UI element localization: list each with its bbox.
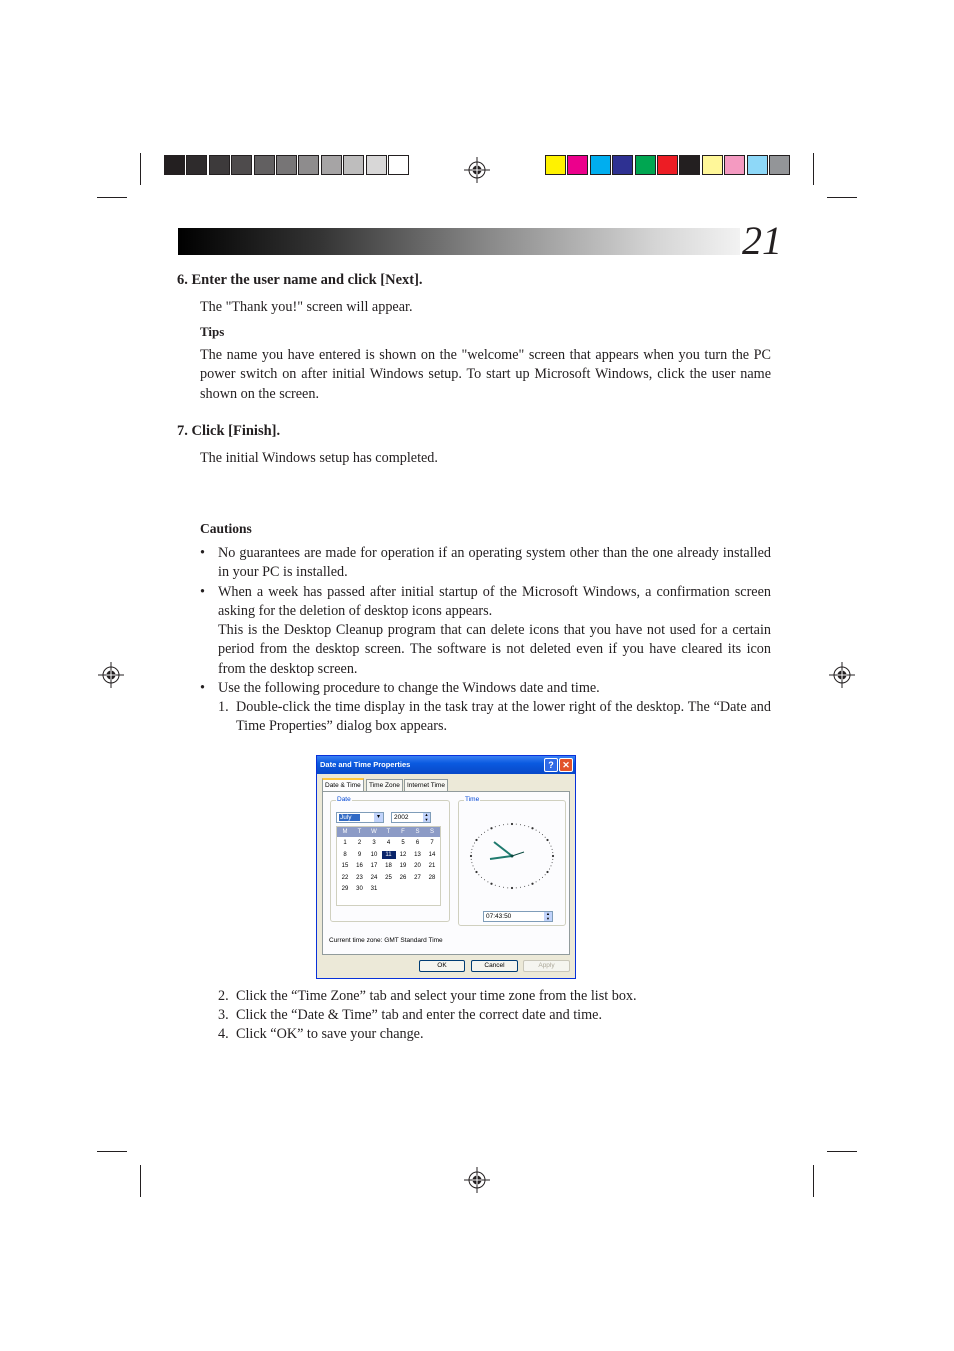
clock-tick — [490, 883, 492, 885]
crop-mark — [97, 197, 127, 198]
clock-tick — [503, 824, 504, 825]
caution-item: • Use the following procedure to change the Windows date and time. — [200, 679, 771, 698]
clock-tick — [474, 869, 475, 870]
clock-tick — [528, 885, 529, 886]
clock-tick — [475, 839, 477, 841]
color-swatch — [567, 155, 588, 175]
calendar-weekday: T — [357, 829, 362, 835]
clock-tick — [471, 859, 472, 860]
procedure-step: 3. Click the “Date & Time” tab and enter the correct date and time. — [218, 1007, 602, 1023]
calendar-day[interactable]: 15 — [341, 863, 349, 869]
color-swatch — [702, 155, 723, 175]
clock-tick — [473, 865, 474, 866]
calendar-weekday: M — [342, 829, 348, 835]
gray-swatch — [186, 155, 207, 175]
clock-tick — [507, 887, 508, 888]
gray-swatch — [298, 155, 319, 175]
clock-tick — [471, 849, 472, 850]
clock-tick — [471, 862, 472, 863]
clock-tick — [542, 834, 543, 835]
clock-tick — [495, 826, 496, 827]
registration-mark-icon — [464, 157, 490, 183]
clock-tick — [478, 837, 479, 838]
clock-tick — [484, 879, 485, 880]
clock-tick — [545, 874, 546, 875]
step-6-heading: 6. Enter the user name and click [Next]. — [177, 272, 423, 288]
calendar-day[interactable]: 24 — [370, 874, 378, 881]
spinner-arrows-icon: ▲ ▼ — [544, 912, 552, 921]
current-time-zone-text: Current time zone: GMT Standard Time — [329, 937, 443, 944]
calendar-day[interactable]: 22 — [341, 874, 349, 881]
clock-tick — [531, 827, 533, 829]
clock-tick — [528, 826, 529, 827]
calendar-day[interactable]: 27 — [414, 874, 421, 881]
clock-tick — [552, 852, 553, 853]
step-6-result: The "Thank you!" screen will appear. — [200, 299, 413, 315]
clock-tick — [520, 824, 521, 825]
calendar-day[interactable]: 23 — [356, 874, 363, 881]
tab-internet-time[interactable]: Internet Time — [404, 779, 448, 791]
registration-mark-icon — [98, 662, 124, 688]
gray-swatch — [164, 155, 185, 175]
calendar-day[interactable]: 20 — [414, 863, 421, 869]
crop-mark — [827, 1151, 857, 1152]
color-swatch — [545, 155, 566, 175]
clock-tick — [546, 871, 548, 873]
procedure-step: 2. Click the “Time Zone” tab and select your time zone from the list box. — [218, 988, 637, 1004]
tips-text: The name you have entered is shown on the "welcome" screen that appears when you turn the PC power switch on after initial Windows setup. To start up Microsoft Windows, click the user name shown on the screen. — [200, 347, 771, 402]
calendar-day[interactable]: 31 — [370, 886, 378, 892]
calendar-day[interactable]: 30 — [356, 886, 363, 892]
bullet-icon: • — [200, 545, 205, 561]
color-swatch — [612, 155, 633, 175]
tab-panel — [322, 791, 570, 955]
header-gradient-bar — [178, 228, 740, 255]
clock-tick — [516, 824, 517, 825]
calendar-day[interactable]: 25 — [385, 874, 392, 881]
close-button[interactable]: ✕ — [559, 758, 573, 772]
clock-tick — [511, 887, 513, 889]
gray-swatch — [231, 155, 252, 175]
calendar-day[interactable]: 16 — [356, 863, 363, 869]
clock-tick — [550, 846, 551, 847]
calendar-day[interactable]: 19 — [399, 863, 407, 869]
year-spinner[interactable]: 2002 ▲ ▼ — [391, 812, 431, 823]
crop-mark — [140, 1165, 141, 1197]
gray-swatch — [254, 155, 275, 175]
step-7-heading: 7. Click [Finish]. — [177, 423, 281, 439]
clock-tick — [481, 877, 482, 878]
date-group-label: Date — [337, 796, 351, 803]
clock-tick — [470, 855, 472, 857]
caution-item: • No guarantees are made for operation if an operating system other than the one already installed in your PC is installed. — [200, 545, 771, 581]
calendar-day[interactable]: 1 — [343, 840, 347, 846]
month-select[interactable]: July ▾ — [336, 812, 384, 823]
tips-label: Tips — [200, 324, 225, 339]
crop-mark — [827, 197, 857, 198]
crop-mark — [97, 1151, 127, 1152]
clock-tick — [474, 842, 475, 843]
time-group-label: Time — [465, 796, 480, 803]
clock-tick — [499, 825, 500, 826]
clock-tick — [520, 887, 521, 888]
clock-tick — [516, 887, 517, 888]
date-group — [330, 796, 450, 922]
clock-tick — [471, 852, 472, 853]
page-number: 21 — [742, 218, 782, 263]
clock-tick — [484, 832, 485, 833]
clock-tick — [539, 879, 540, 880]
calendar-day[interactable]: 2 — [357, 840, 362, 846]
calendar-day[interactable]: 10 — [370, 851, 378, 858]
clock-tick — [546, 839, 548, 841]
clock-tick — [552, 859, 553, 860]
clock-tick — [490, 827, 492, 829]
calendar-day[interactable]: 26 — [399, 874, 407, 881]
clock-tick — [542, 877, 543, 878]
analog-clock-icon — [467, 819, 557, 893]
clock-tick — [524, 825, 525, 826]
help-button[interactable]: ? — [544, 758, 558, 772]
clock-tick — [539, 832, 540, 833]
caution-item: • When a week has passed after initial startup of the Microsoft Windows, a confirmation screen asking for the deletion of desktop icons appears. — [200, 584, 771, 620]
color-swatch — [747, 155, 768, 175]
crop-mark — [813, 1165, 814, 1197]
clock-tick — [549, 869, 550, 870]
clock-tick — [552, 855, 554, 857]
calendar-day[interactable]: 8 — [343, 851, 347, 858]
calendar-weekday: S — [415, 829, 420, 835]
gray-swatch — [276, 155, 297, 175]
calendar-day[interactable]: 21 — [428, 863, 436, 869]
clock-tick — [473, 846, 474, 847]
calendar-day[interactable]: 17 — [370, 863, 378, 869]
calendar-day[interactable]: 9 — [357, 851, 362, 858]
clock-tick — [536, 881, 537, 882]
calendar-day[interactable]: 28 — [428, 874, 436, 881]
procedure-step: 4. Click “OK” to save your change. — [218, 1026, 424, 1042]
step-7-result: The initial Windows setup has completed. — [200, 450, 438, 466]
registration-mark-icon — [829, 662, 855, 688]
clock-tick — [552, 849, 553, 850]
calendar-day[interactable]: 3 — [372, 840, 376, 846]
color-swatch — [769, 155, 790, 175]
chevron-down-icon: ▾ — [374, 813, 383, 822]
caution-continuation: This is the Desktop Cleanup program that can delete icons that you have not used for a certain period from the desktop screen. The software is not deleted even if you have cleared its icon from the desktop screen. — [218, 622, 771, 677]
clock-tick — [524, 886, 525, 887]
clock-tick — [550, 865, 551, 866]
spinner-arrows-icon: ▲ ▼ — [424, 812, 429, 822]
clock-tick — [478, 874, 479, 875]
clock-tick — [531, 883, 533, 885]
clock-tick — [545, 837, 546, 838]
clock-tick — [475, 871, 477, 873]
color-swatch — [679, 155, 700, 175]
tab-time-zone[interactable]: Time Zone — [366, 779, 403, 791]
calendar-day[interactable]: 29 — [341, 886, 349, 892]
gray-swatch — [209, 155, 230, 175]
clock-tick — [499, 886, 500, 887]
calendar-weekday: W — [371, 829, 377, 835]
bullet-icon: • — [200, 584, 205, 600]
calendar-day[interactable]: 6 — [415, 840, 420, 846]
time-group — [458, 796, 566, 926]
clock-tick — [495, 885, 496, 886]
calendar-day[interactable]: 7 — [430, 840, 434, 846]
color-swatch — [635, 155, 656, 175]
color-swatch — [590, 155, 611, 175]
calendar-day[interactable]: 12 — [399, 851, 407, 858]
gray-swatch — [366, 155, 387, 175]
clock-tick — [487, 881, 488, 882]
gray-swatch — [321, 155, 342, 175]
calendar-weekday: S — [429, 829, 434, 835]
dialog-title: Date and Time Properties — [317, 756, 575, 774]
color-swatch — [657, 155, 678, 175]
calendar-weekday: T — [386, 829, 391, 835]
clock-tick — [552, 862, 553, 863]
calendar-day[interactable]: 14 — [428, 851, 436, 858]
cautions-label: Cautions — [200, 521, 252, 536]
clock-tick — [503, 887, 504, 888]
gray-swatch — [388, 155, 409, 175]
procedure-step: 1. Double-click the time display in the task tray at the lower right of the desktop. The “Date and Time Properties” dialog box appears. — [218, 699, 771, 735]
color-swatch — [724, 155, 745, 175]
calendar-day[interactable]: 5 — [401, 840, 405, 846]
clock-tick — [487, 830, 488, 831]
gray-swatch — [343, 155, 364, 175]
calendar-day[interactable]: 4 — [386, 840, 391, 846]
clock-tick — [481, 834, 482, 835]
apply-button[interactable]: Apply — [523, 960, 570, 972]
clock-tick — [507, 824, 508, 825]
crop-mark — [813, 153, 814, 185]
calendar-day[interactable]: 18 — [385, 863, 392, 869]
registration-mark-icon — [464, 1167, 490, 1193]
time-spinner[interactable]: 07:43:50 ▲ ▼ — [483, 911, 553, 922]
tab-date-time[interactable]: Date & Time — [322, 778, 364, 792]
clock-tick — [549, 842, 550, 843]
crop-mark — [140, 153, 141, 185]
calendar-weekday: F — [401, 829, 405, 835]
calendar-day[interactable]: 13 — [414, 851, 421, 858]
bullet-icon: • — [200, 680, 205, 696]
date-time-properties-dialog — [316, 755, 576, 979]
cancel-button[interactable]: Cancel — [471, 960, 518, 972]
clock-tick — [536, 830, 537, 831]
clock-tick — [511, 823, 513, 825]
calendar-day-selected[interactable]: 11 — [382, 851, 396, 859]
month-calendar[interactable] — [336, 826, 441, 906]
ok-button[interactable]: OK — [419, 960, 465, 972]
